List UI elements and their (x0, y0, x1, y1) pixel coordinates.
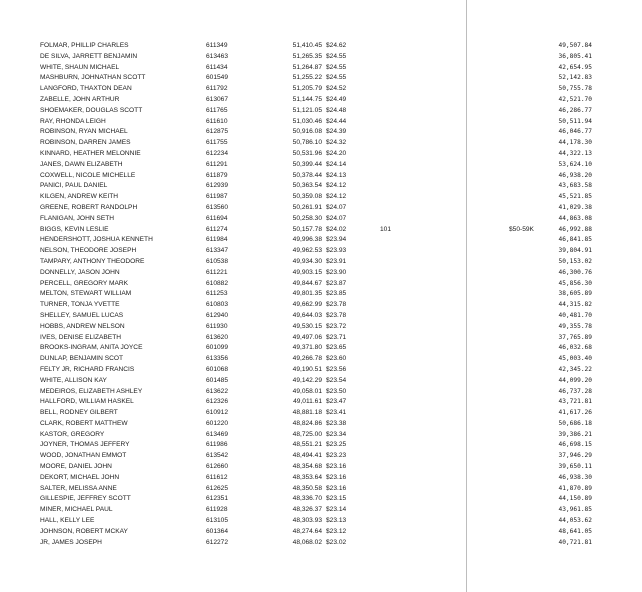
annual-salary: 48,494.41 (292, 452, 322, 460)
comparison-salary: 39,650.11 (558, 463, 592, 471)
annual-salary: 50,359.08 (292, 193, 322, 201)
table-row (0, 419, 642, 430)
employee-id: 610538 (206, 257, 229, 265)
comparison-salary: 39,386.21 (558, 430, 592, 438)
table-row (0, 160, 642, 171)
employee-id: 601364 (206, 527, 229, 535)
hourly-rate: $24.02 (326, 225, 347, 233)
comparison-salary: 46,032.68 (558, 344, 592, 352)
employee-name: GREENE, ROBERT RANDOLPH (40, 203, 138, 211)
employee-name: HALL, KELLY LEE (40, 517, 95, 525)
hourly-rate: $23.38 (326, 419, 347, 427)
employee-id: 613542 (206, 452, 229, 460)
employee-id: 612351 (206, 495, 229, 503)
annual-salary: 48,353.64 (292, 473, 322, 481)
employee-name: FLANIGAN, JOHN SETH (40, 214, 115, 222)
table-row (0, 494, 642, 505)
employee-name: PANICI, PAUL DANIEL (40, 182, 108, 190)
comparison-salary: 46,300.76 (558, 268, 592, 276)
annual-salary: 51,255.22 (292, 74, 322, 82)
comparison-salary: 50,755.78 (558, 85, 592, 93)
table-row (0, 117, 642, 128)
employee-name: FOLMAR, PHILLIP CHARLES (40, 42, 129, 49)
employee-id: 613105 (206, 517, 229, 525)
employee-name: BIGGS, KEVIN LESLIE (40, 225, 109, 233)
hourly-rate: $23.65 (326, 344, 347, 352)
annual-salary: 48,274.64 (292, 527, 322, 535)
employee-id: 611349 (206, 42, 228, 49)
hourly-rate: $24.62 (326, 42, 347, 49)
hourly-rate: $24.49 (326, 95, 347, 103)
comparison-salary: 44,150.89 (558, 495, 592, 503)
table-row (0, 214, 642, 225)
table-row (0, 516, 642, 527)
employee-name: JOHNSON, ROBERT MCKAY (40, 527, 128, 535)
employee-id: 611274 (206, 225, 228, 233)
hourly-rate: $24.44 (326, 117, 347, 125)
hourly-rate: $23.25 (326, 441, 347, 449)
annual-salary: 49,011.61 (293, 398, 322, 406)
employee-name: LANGFORD, THAXTON DEAN (40, 85, 132, 93)
table-row (0, 440, 642, 451)
employee-name: DUNLAP, BENJAMIN SCOT (40, 355, 124, 363)
rank-value: 101 (380, 225, 392, 233)
table-row (0, 73, 642, 84)
employee-id: 612234 (206, 149, 229, 157)
comparison-salary: 46,698.15 (558, 441, 592, 449)
hourly-rate: $24.55 (326, 74, 347, 82)
comparison-salary: 46,737.28 (558, 387, 592, 395)
annual-salary: 50,786.10 (292, 139, 322, 147)
comparison-salary: 46,046.77 (558, 128, 592, 136)
table-row (0, 322, 642, 333)
hourly-rate: $23.85 (326, 290, 347, 298)
comparison-salary: 46,286.77 (558, 106, 592, 114)
hourly-rate: $24.14 (326, 160, 347, 168)
table-row (0, 203, 642, 214)
comparison-salary: 36,805.41 (558, 52, 592, 60)
employee-name: KASTOR, GREGORY (40, 430, 105, 438)
employee-id: 611694 (206, 214, 228, 222)
hourly-rate: $24.13 (326, 171, 347, 179)
employee-id: 612272 (206, 538, 229, 546)
table-row (0, 365, 642, 376)
table-row (0, 171, 642, 182)
comparison-salary: 46,938.30 (558, 473, 592, 481)
annual-salary: 48,303.93 (292, 517, 322, 525)
comparison-salary: 37,765.89 (558, 333, 592, 341)
comparison-salary: 40,721.81 (558, 538, 592, 546)
annual-salary: 50,399.44 (292, 160, 322, 168)
employee-id: 613620 (206, 333, 229, 341)
employee-name: DONNELLY, JASON JOHN (40, 268, 120, 276)
annual-salary: 48,350.58 (292, 484, 322, 492)
hourly-rate: $23.12 (326, 527, 347, 535)
hourly-rate: $24.12 (326, 193, 347, 201)
annual-salary: 51,264.87 (292, 63, 322, 71)
comparison-salary: 45,521.85 (558, 193, 592, 201)
employee-name: WHITE, ALLISON KAY (40, 376, 107, 384)
table-row (0, 246, 642, 257)
comparison-salary: 50,686.18 (558, 419, 592, 427)
employee-id: 601068 (206, 365, 229, 373)
employee-name: KILGEN, ANDREW KEITH (40, 193, 119, 201)
table-row (0, 52, 642, 63)
employee-id: 613469 (206, 430, 229, 438)
employee-id: 612660 (206, 463, 229, 471)
employee-id: 613067 (206, 95, 229, 103)
comparison-salary: 46,841.85 (558, 236, 592, 244)
table-row (0, 311, 642, 322)
employee-name: HALLFORD, WILLIAM HASKEL (40, 398, 134, 406)
employee-id: 613347 (206, 247, 229, 255)
table-row (0, 127, 642, 138)
employee-id: 601220 (206, 419, 229, 427)
comparison-salary: 41,870.89 (558, 484, 592, 492)
comparison-salary: 53,624.10 (558, 160, 592, 168)
table-row (0, 354, 642, 365)
annual-salary: 48,354.68 (292, 463, 322, 471)
hourly-rate: $23.54 (326, 376, 347, 384)
employee-name: BROOKS-INGRAM, ANITA JOYCE (40, 344, 143, 352)
hourly-rate: $23.60 (326, 355, 347, 363)
hourly-rate: $23.13 (326, 517, 347, 525)
employee-name: WOOD, JONATHAN EMMOT (40, 452, 127, 460)
employee-id: 611984 (206, 236, 228, 244)
employee-name: HENDERSHOTT, JOSHUA KENNETH (40, 236, 153, 244)
hourly-rate: $23.16 (326, 473, 347, 481)
employee-name: ROBINSON, DARREN JAMES (40, 139, 131, 147)
comparison-salary: 42,654.95 (558, 63, 592, 71)
employee-id: 611930 (206, 322, 228, 330)
comparison-salary: 46,992.88 (558, 225, 592, 233)
annual-salary: 49,903.15 (292, 268, 322, 276)
employee-id: 611928 (206, 506, 228, 514)
comparison-salary: 44,099.20 (558, 376, 592, 384)
hourly-rate: $23.93 (326, 247, 347, 255)
employee-id: 612940 (206, 311, 229, 319)
employee-name: RAY, RHONDA LEIGH (40, 117, 106, 125)
table-row (0, 473, 642, 484)
annual-salary: 51,265.35 (292, 52, 322, 60)
hourly-rate: $24.55 (326, 63, 347, 71)
employee-salary-table (0, 41, 642, 548)
annual-salary: 51,144.75 (292, 95, 322, 103)
employee-name: SHELLEY, SAMUEL LUCAS (40, 311, 124, 319)
employee-name: COXWELL, NICOLE MICHELLE (40, 171, 136, 179)
table-row (0, 225, 642, 236)
hourly-rate: $24.07 (326, 203, 347, 211)
employee-name: ROBINSON, RYAN MICHAEL (40, 128, 128, 136)
comparison-salary: 41,617.26 (558, 409, 592, 417)
comparison-salary: 38,605.89 (558, 290, 592, 298)
annual-salary: 50,378.44 (292, 171, 322, 179)
employee-id: 611221 (206, 268, 228, 276)
comparison-salary: 43,961.85 (558, 506, 592, 514)
comparison-salary: 49,355.78 (558, 322, 592, 330)
employee-name: GILLESPIE, JEFFREY SCOTT (40, 495, 131, 503)
hourly-rate: $24.55 (326, 52, 347, 60)
employee-name: PERCELL, GREGORY MARK (40, 279, 129, 287)
employee-id: 610882 (206, 279, 229, 287)
annual-salary: 49,801.35 (292, 290, 322, 298)
hourly-rate: $23.87 (326, 279, 347, 287)
employee-name: MOORE, DANIEL JOHN (40, 463, 112, 471)
hourly-rate: $23.56 (326, 365, 347, 373)
table-row (0, 462, 642, 473)
employee-id: 613560 (206, 203, 229, 211)
annual-salary: 49,058.01 (292, 387, 322, 395)
table-row (0, 527, 642, 538)
hourly-rate: $23.72 (326, 322, 347, 330)
comparison-salary: 41,029.38 (558, 203, 592, 211)
annual-salary: 49,497.06 (292, 333, 322, 341)
table-row (0, 149, 642, 160)
employee-id: 611755 (206, 139, 228, 147)
comparison-salary: 44,178.30 (558, 139, 592, 147)
employee-id: 611291 (206, 160, 228, 168)
annual-salary: 48,551.21 (292, 441, 322, 449)
employee-id: 613463 (206, 52, 229, 60)
annual-salary: 50,258.30 (292, 214, 322, 222)
hourly-rate: $24.32 (326, 139, 347, 147)
employee-id: 611987 (206, 193, 228, 201)
comparison-salary: 40,481.70 (558, 311, 592, 319)
employee-name: MEDEIROS, ELIZABETH ASHLEY (40, 387, 143, 395)
table-row (0, 192, 642, 203)
hourly-rate: $24.52 (326, 85, 347, 93)
employee-name: DE SILVA, JARRETT BENJAMIN (40, 52, 138, 60)
hourly-rate: $23.71 (326, 333, 347, 341)
hourly-rate: $23.78 (326, 311, 347, 319)
table-row (0, 235, 642, 246)
hourly-rate: $24.48 (326, 106, 347, 114)
hourly-rate: $24.20 (326, 149, 347, 157)
salary-range: $50-59K (509, 225, 534, 233)
comparison-salary: 42,521.70 (558, 95, 592, 103)
comparison-salary: 39,804.91 (558, 247, 592, 255)
annual-salary: 48,824.86 (292, 419, 322, 427)
hourly-rate: $23.16 (326, 463, 347, 471)
employee-name: TAMPARY, ANTHONY THEODORE (40, 257, 145, 265)
annual-salary: 49,844.67 (292, 279, 322, 287)
employee-name: FELTY JR, RICHARD FRANCIS (40, 365, 135, 373)
annual-salary: 51,030.46 (292, 117, 322, 125)
table-row (0, 84, 642, 95)
employee-id: 611792 (206, 85, 228, 93)
table-row (0, 451, 642, 462)
table-row (0, 106, 642, 117)
employee-id: 601099 (206, 344, 229, 352)
hourly-rate: $24.07 (326, 214, 347, 222)
employee-id: 601549 (206, 74, 229, 82)
hourly-rate: $23.02 (326, 538, 347, 546)
comparison-salary: 43,683.58 (558, 182, 592, 190)
table-row (0, 397, 642, 408)
hourly-rate: $23.23 (326, 452, 347, 460)
employee-id: 611986 (206, 441, 228, 449)
annual-salary: 50,916.08 (292, 128, 322, 136)
annual-salary: 48,068.02 (292, 538, 322, 546)
table-row (0, 95, 642, 106)
hourly-rate: $24.39 (326, 128, 347, 136)
comparison-salary: 42,345.22 (558, 365, 592, 373)
table-row (0, 538, 642, 549)
hourly-rate: $23.34 (326, 430, 347, 438)
employee-name: JANES, DAWN ELIZABETH (40, 160, 123, 168)
employee-id: 611434 (206, 63, 228, 71)
table-row (0, 484, 642, 495)
employee-name: JR, JAMES JOSEPH (40, 538, 102, 546)
employee-name: ZABELLE, JOHN ARTHUR (40, 95, 120, 103)
annual-salary: 51,410.45 (292, 42, 322, 49)
table-row (0, 333, 642, 344)
table-row (0, 343, 642, 354)
employee-name: DEKORT, MICHAEL JOHN (40, 473, 120, 481)
comparison-salary: 44,863.08 (558, 214, 592, 222)
table-row (0, 279, 642, 290)
comparison-salary: 50,153.02 (558, 257, 592, 265)
comparison-salary: 44,315.82 (558, 301, 592, 309)
table-row (0, 408, 642, 419)
annual-salary: 49,371.80 (292, 344, 322, 352)
table-row (0, 181, 642, 192)
employee-name: TURNER, TONJA YVETTE (40, 301, 120, 309)
annual-salary: 49,266.78 (292, 355, 322, 363)
hourly-rate: $23.50 (326, 387, 347, 395)
hourly-rate: $23.90 (326, 268, 347, 276)
annual-salary: 49,530.15 (292, 322, 322, 330)
employee-name: HOBBS, ANDREW NELSON (40, 322, 125, 330)
comparison-salary: 43,721.81 (558, 398, 592, 406)
employee-name: SHOEMAKER, DOUGLAS SCOTT (40, 106, 143, 114)
employee-name: SALTER, MELISSA ANNE (40, 484, 117, 492)
employee-id: 611253 (206, 290, 228, 298)
employee-name: IVES, DENISE ELIZABETH (40, 333, 121, 341)
table-row (0, 138, 642, 149)
employee-id: 612875 (206, 128, 229, 136)
annual-salary: 48,336.70 (292, 495, 322, 503)
employee-id: 612625 (206, 484, 229, 492)
annual-salary: 51,205.79 (292, 85, 322, 93)
employee-name: JOYNER, THOMAS JEFFERY (40, 441, 130, 449)
table-row (0, 63, 642, 74)
annual-salary: 49,190.51 (292, 365, 322, 373)
hourly-rate: $23.91 (326, 257, 347, 265)
employee-id: 611612 (206, 473, 228, 481)
comparison-salary: 45,003.40 (558, 355, 592, 363)
annual-salary: 49,962.53 (292, 247, 322, 255)
employee-id: 612939 (206, 182, 229, 190)
employee-id: 611879 (206, 171, 228, 179)
table-row (0, 41, 642, 52)
table-row (0, 430, 642, 441)
table-row (0, 268, 642, 279)
comparison-salary: 48,641.05 (558, 527, 592, 535)
comparison-salary: 44,322.13 (558, 149, 592, 157)
employee-id: 611610 (206, 117, 228, 125)
comparison-salary: 49,507.84 (558, 42, 592, 49)
annual-salary: 50,157.78 (292, 225, 322, 233)
employee-id: 601485 (206, 376, 229, 384)
annual-salary: 49,662.99 (292, 301, 322, 309)
employee-name: BELL, RODNEY GILBERT (40, 409, 118, 417)
employee-id: 610912 (206, 409, 229, 417)
hourly-rate: $23.94 (326, 236, 347, 244)
employee-id: 611765 (206, 106, 228, 114)
employee-name: MELTON, STEWART WILLIAM (40, 290, 132, 298)
annual-salary: 48,725.00 (292, 430, 322, 438)
employee-name: MINER, MICHAEL PAUL (40, 506, 113, 514)
table-row (0, 300, 642, 311)
comparison-salary: 46,938.20 (558, 171, 592, 179)
comparison-salary: 45,856.30 (558, 279, 592, 287)
employee-name: MASHBURN, JOHNATHAN SCOTT (40, 74, 146, 82)
table-row (0, 376, 642, 387)
annual-salary: 48,881.18 (292, 409, 322, 417)
hourly-rate: $23.47 (326, 398, 347, 406)
hourly-rate: $23.41 (326, 409, 347, 417)
annual-salary: 50,261.91 (292, 203, 322, 211)
comparison-salary: 44,053.62 (558, 517, 592, 525)
annual-salary: 51,121.05 (292, 106, 322, 114)
comparison-salary: 52,142.83 (558, 74, 592, 82)
table-row (0, 387, 642, 398)
annual-salary: 49,142.29 (292, 376, 322, 384)
annual-salary: 49,644.03 (292, 311, 322, 319)
hourly-rate: $23.16 (326, 484, 347, 492)
employee-id: 613356 (206, 355, 229, 363)
hourly-rate: $23.15 (326, 495, 347, 503)
comparison-salary: 37,946.29 (558, 452, 592, 460)
annual-salary: 50,531.96 (292, 149, 322, 157)
employee-name: NELSON, THEODORE JOSEPH (40, 247, 137, 255)
annual-salary: 48,326.37 (292, 506, 322, 514)
table-row (0, 505, 642, 516)
annual-salary: 49,934.30 (292, 257, 322, 265)
hourly-rate: $24.12 (326, 182, 347, 190)
table-row (0, 289, 642, 300)
table-row (0, 257, 642, 268)
annual-salary: 50,363.54 (292, 182, 322, 190)
employee-id: 612326 (206, 398, 229, 406)
employee-name: WHITE, SHAUN MICHAEL (40, 63, 120, 71)
employee-name: KINNARD, HEATHER MELONNIE (40, 149, 141, 157)
employee-id: 610803 (206, 301, 229, 309)
hourly-rate: $23.78 (326, 301, 347, 309)
comparison-salary: 50,511.94 (558, 117, 592, 125)
annual-salary: 49,996.38 (292, 236, 322, 244)
hourly-rate: $23.14 (326, 506, 347, 514)
employee-id: 613622 (206, 387, 229, 395)
employee-name: CLARK, ROBERT MATTHEW (40, 419, 128, 427)
